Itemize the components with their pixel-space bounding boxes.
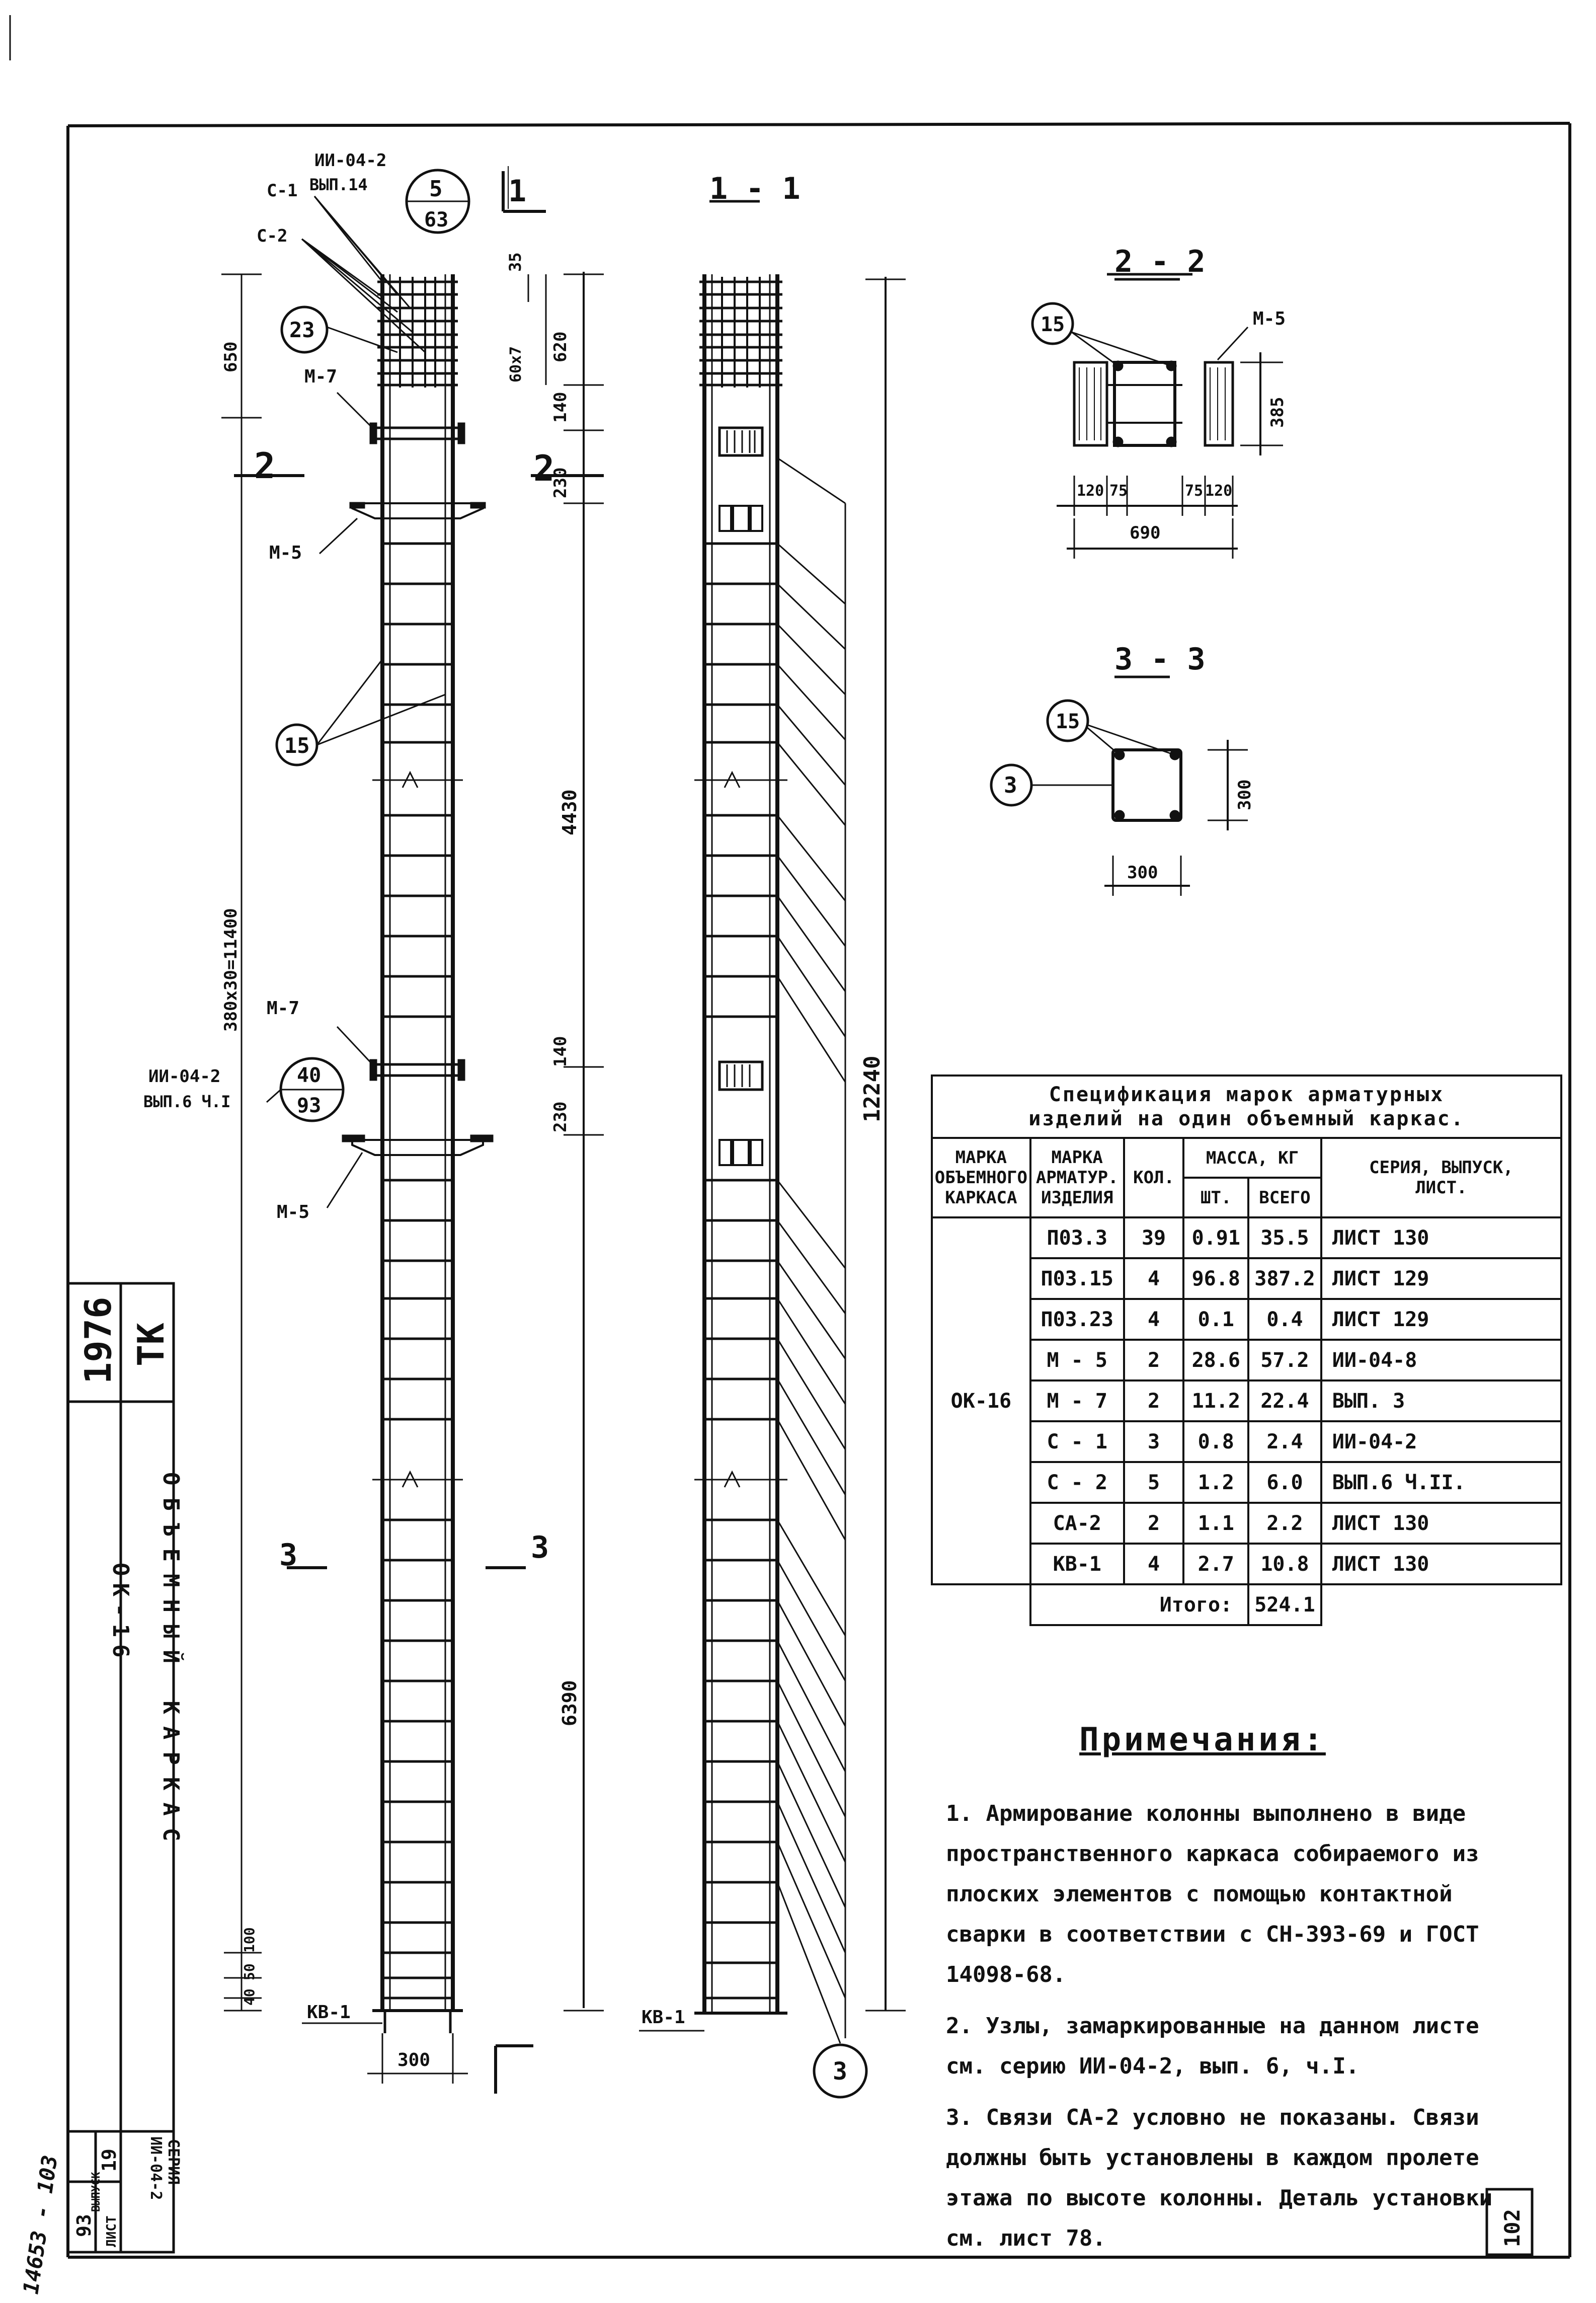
dim-300v: 300 [1235,779,1255,810]
label-c2: С-2 [257,226,288,246]
spec-item: М - 7 [1030,1380,1124,1421]
cut-1: 1 [508,174,527,209]
spec-series: ИИ-04-2 [1321,1421,1561,1462]
spec-qty: 5 [1124,1462,1184,1503]
label-c1: С-1 [267,181,298,201]
spec-item: КВ-1 [1030,1544,1124,1584]
spec-frame-mark: ОК-16 [932,1217,1030,1584]
stamp-sheet-value: 93 [73,2214,95,2237]
stamp-series-value: ИИ-04-2 [147,2136,165,2200]
dim-12240: 12240 [859,1055,885,1122]
label-kv1-section: КВ-1 [642,2007,685,2028]
stamp-org-line2: 1976 [77,1296,119,1384]
spec-item: С - 2 [1030,1462,1124,1503]
spec-total-value: 524.1 [1248,1584,1321,1625]
stamp-issue-label: ВЫПУСК [90,2172,103,2212]
spec-qty: 2 [1124,1380,1184,1421]
stamp-org-line1: ТК [130,1323,172,1366]
note-3: 3. Связи СА-2 условно не показаны. Связи должны быть установлены в каждом пролете этажа по высоте колонны. Деталь установки см. лист 78. [946,2105,1493,2251]
table-row [932,1217,1561,1258]
label-m5-s22: М-5 [1253,309,1286,329]
dim-6390: 6390 [558,1680,581,1726]
ref-mid-issue: ВЫП.6 Ч.I [143,1092,231,1111]
spec-item: П03.15 [1030,1258,1124,1299]
notes-title: Примечания: [1079,1721,1326,1758]
notes [946,1721,1520,2270]
spec-qty: 3 [1124,1421,1184,1462]
dim-620: 620 [550,331,571,362]
dim-300h: 300 [1127,863,1158,883]
spec-qty: 2 [1124,1503,1184,1544]
ref-mid-circle-num: 40 [297,1064,322,1087]
label-m5-mid: М-5 [277,1202,310,1222]
dim-100: 100 [241,1927,258,1953]
stamp-title-line1: ОБЪЕМНЫЙ КАРКАС [158,1472,184,1854]
spec-total: 387.2 [1248,1258,1321,1299]
dim-50: 50 [241,1963,258,1980]
spec-qty: 39 [1124,1217,1184,1258]
spec-total: 35.5 [1248,1217,1321,1258]
dim-35: 35 [506,252,525,272]
spec-total: 2.2 [1248,1503,1321,1544]
spec-total: 6.0 [1248,1462,1321,1503]
spec-item: СА-2 [1030,1503,1124,1544]
spec-h-qty: КОЛ. [1124,1138,1184,1217]
spec-series: ИИ-04-8 [1321,1340,1561,1380]
label-m7-top: М-7 [304,366,338,387]
spec-qty: 2 [1124,1340,1184,1380]
spec-series: ЛИСТ 130 [1321,1544,1561,1584]
label-15-s22: 15 [1041,313,1065,336]
dim-650: 650 [221,341,241,372]
cut-3-right: 3 [531,1530,549,1565]
spec-item: П03.23 [1030,1299,1124,1340]
spec-each: 0.91 [1183,1217,1248,1258]
cut-2-right: 2 [533,448,555,489]
cut-3-left: 3 [279,1538,298,1573]
spec-h-item: МАРКА АРМАТУР. ИЗДЕЛИЯ [1030,1138,1124,1217]
ref-mid-circle-den: 93 [297,1094,322,1117]
spec-each: 1.2 [1183,1462,1248,1503]
ref-top-series: ИИ-04-2 [314,150,387,171]
dim-140-top: 140 [550,392,571,423]
ref-top-circle-num: 5 [429,176,443,202]
spec-series: ЛИСТ 129 [1321,1258,1561,1299]
spec-each: 0.1 [1183,1299,1248,1340]
spec-total-row [932,1584,1561,1625]
spec-total: 57.2 [1248,1340,1321,1380]
spec-qty: 4 [1124,1299,1184,1340]
spec-total-label: Итого: [1030,1584,1249,1625]
spec-total: 22.4 [1248,1380,1321,1421]
spec-title: Спецификация марок арматурных изделий на один объемный каркас. [932,1076,1561,1138]
spec-each: 0.8 [1183,1421,1248,1462]
spec-total: 10.8 [1248,1544,1321,1584]
ref-top-issue: ВЫП.14 [309,175,368,194]
spec-each: 1.1 [1183,1503,1248,1544]
dim-380x30: 380x30=11400 [221,908,241,1032]
dim-60x7: 60x7 [507,346,525,382]
dim-230-mid: 230 [550,1101,571,1132]
spec-h-mass: МАССА, КГ [1183,1138,1321,1178]
ref-top-circle-den: 63 [424,208,449,232]
spec-series: ЛИСТ 130 [1321,1217,1561,1258]
section-1-1-title: 1 - 1 [709,171,801,206]
dim-385: 385 [1267,397,1288,428]
spec-total: 0.4 [1248,1299,1321,1340]
spec-series: ВЫП.6 Ч.II. [1321,1462,1561,1503]
dim-4430: 4430 [558,789,581,835]
cut-2-left: 2 [254,445,276,487]
note-1: 1. Армирование колонны выполнено в виде пространственного каркаса собираемого из плоских элементов с помощью контактной сварки в соответствии с СН-393-69 и ГОСТ 14098-68. [946,1801,1479,1987]
spec-item: М - 5 [1030,1340,1124,1380]
label-m5-top: М-5 [269,543,302,563]
stamp-issue-value: 19 [98,2148,120,2172]
dim-690: 690 [1130,523,1161,543]
label-15-s33: 15 [1056,710,1080,733]
spec-each: 11.2 [1183,1380,1248,1421]
spec-series: ВЫП. 3 [1321,1380,1561,1421]
label-15: 15 [284,733,310,758]
dim-120b: 120 [1205,482,1233,500]
spec-h-mass-each: ШТ. [1183,1178,1248,1217]
label-23: 23 [289,318,315,342]
spec-series: ЛИСТ 130 [1321,1503,1561,1544]
spec-h-series: СЕРИЯ, ВЫПУСК, ЛИСТ. [1321,1138,1561,1217]
spec-h-frame: МАРКА ОБЪЕМНОГО КАРКАСА [932,1138,1030,1217]
spec-each: 2.7 [1183,1544,1248,1584]
spec-each: 96.8 [1183,1258,1248,1299]
stamp-title-line2: ОК-16 [108,1563,133,1665]
dim-140-mid: 140 [550,1036,571,1067]
spec-item: П03.3 [1030,1217,1124,1258]
dim-40: 40 [241,1988,258,2006]
section-2-2-title: 2 - 2 [1114,244,1206,279]
spec-item: С - 1 [1030,1421,1124,1462]
label-3-s33: 3 [1004,773,1017,798]
spec-h-mass-total: ВСЕГО [1248,1178,1321,1217]
spec-qty: 4 [1124,1544,1184,1584]
spec-series: ЛИСТ 129 [1321,1299,1561,1340]
spec-each: 28.6 [1183,1340,1248,1380]
label-3-section: 3 [833,2057,847,2086]
stamp-sheet-label: ЛИСТ [104,2215,119,2247]
dim-75b: 75 [1185,482,1204,500]
dim-75a: 75 [1109,482,1128,500]
label-m7-mid: М-7 [267,998,300,1019]
label-kv1-elevation: КВ-1 [307,2002,351,2023]
dim-120a: 120 [1077,482,1104,500]
spec-qty: 4 [1124,1258,1184,1299]
archive-number: 14653 - 103 [18,2154,62,2296]
title-block [65,1281,184,2255]
dim-300-elevation: 300 [397,2050,431,2070]
note-2: 2. Узлы, замаркированные на данном листе см. серию ИИ-04-2, вып. 6, ч.I. [946,2013,1479,2079]
section-3-3-title: 3 - 3 [1114,642,1206,677]
sheet-number: 102 [1500,2209,1525,2247]
spec-total: 2.4 [1248,1421,1321,1462]
ref-mid-series: ИИ-04-2 [148,1066,221,1087]
spec-table [931,1074,1562,1626]
stamp-series-label: СЕРИЯ [165,2139,182,2185]
dim-230-top: 230 [550,467,571,498]
